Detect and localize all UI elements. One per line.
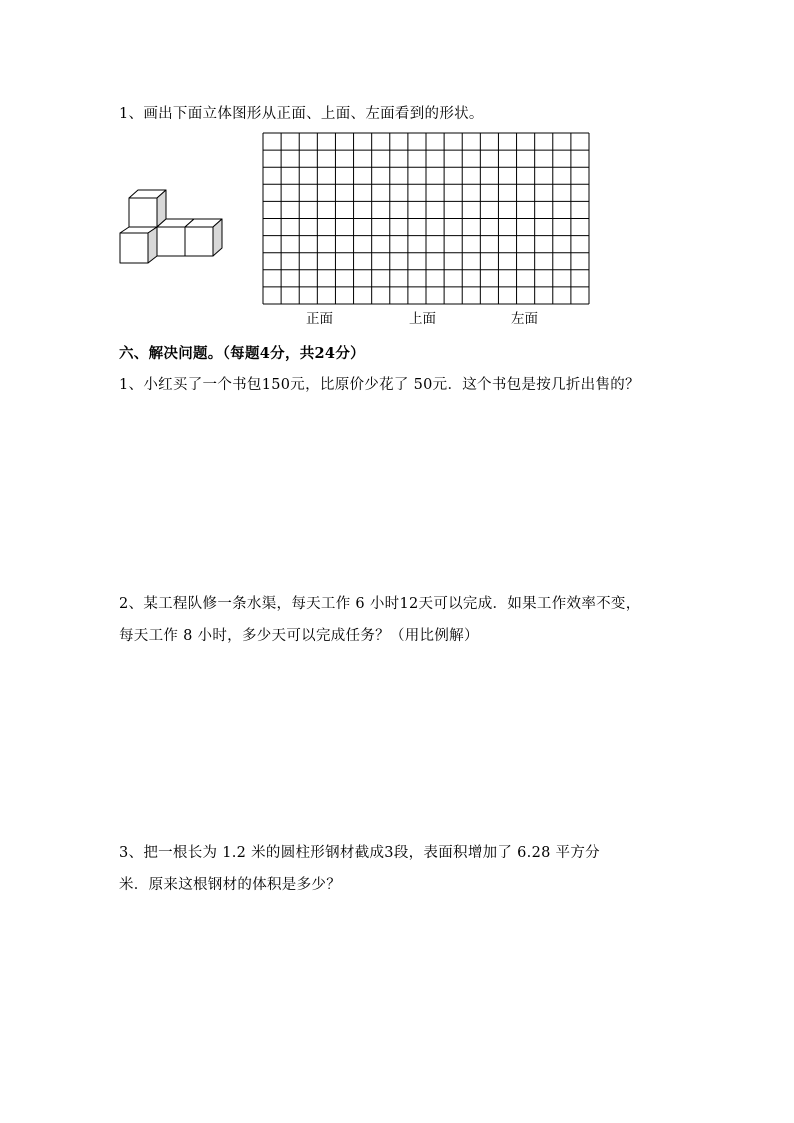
grid-label-front: 正面 bbox=[306, 311, 333, 327]
question-6-3-line2: 米．原来这根钢材的体积是多少？ bbox=[119, 877, 341, 893]
question-6-2-line2: 每天工作 8 小时，多少天可以完成任务？（用比例解） bbox=[119, 628, 479, 644]
grid-label-top: 上面 bbox=[409, 311, 436, 327]
grid-label-left: 左面 bbox=[511, 311, 538, 327]
question-5-1: 1、画出下面立体图形从正面、上面、左面看到的形状。 bbox=[119, 106, 484, 122]
question-6-3-line1: 3、把一根长为 1.2 米的圆柱形钢材截成3段，表面积增加了 6.28 平方分 bbox=[119, 845, 600, 861]
section-6-heading: 六、解决问题。（每题4分，共24分） bbox=[119, 345, 365, 362]
question-6-2-line1: 2、某工程队修一条水渠，每天工作 6 小时12天可以完成．如果工作效率不变， bbox=[119, 596, 641, 612]
answer-grid bbox=[262, 132, 590, 305]
question-6-1: 1、小红买了一个书包150元，比原价少花了 50元．这个书包是按几折出售的？ bbox=[119, 377, 640, 393]
cube-figure bbox=[115, 182, 230, 268]
